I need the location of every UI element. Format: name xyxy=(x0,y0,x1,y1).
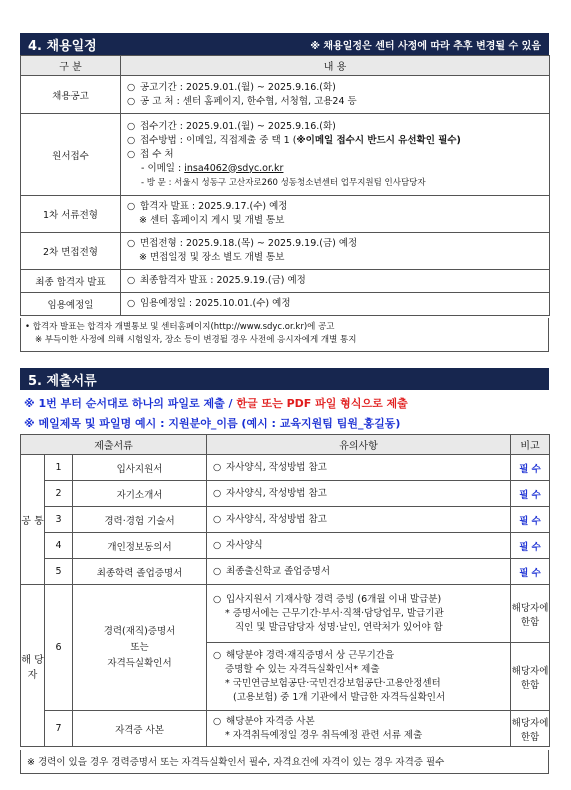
remark-text: 해당자에 한함 xyxy=(511,585,550,643)
row-label: 1차 서류전형 xyxy=(21,196,121,233)
row-label: 임용예정일 xyxy=(21,293,121,316)
document-note: (고용보험) 중 1개 기관에서 발급한 자격득실확인서 xyxy=(233,691,446,703)
remark-text: 해당자에 한함 xyxy=(511,643,550,711)
content-line: 합격자 발표 : 2025.9.17.(수) 예정 xyxy=(140,201,288,212)
content-line: 면접전형 : 2025.9.18.(목) ~ 2025.9.19.(금) 예정 xyxy=(140,238,358,249)
document-name-line: 자격득실확인서 xyxy=(107,657,172,669)
footnote-line: • 합격자 발표는 합격자 개별통보 및 센터홈페이지(http://www.sdyc.or.kr)에 공고 xyxy=(25,322,335,332)
submission-instruction-1 xyxy=(24,395,408,411)
circle-bullet-icon: ○ xyxy=(127,81,136,93)
document-row xyxy=(21,559,550,585)
row-number: 6 xyxy=(45,585,73,711)
document-note: 증명할 수 있는 자격득실확인서* 제출 xyxy=(225,663,380,675)
document-name: 자기소개서 xyxy=(73,481,207,507)
category-common xyxy=(21,455,45,585)
document-note: * 국민연금보험공단·국민건강보험공단·고용안정센터 xyxy=(225,677,441,689)
document-row xyxy=(21,507,550,533)
circle-bullet-icon: ○ xyxy=(127,238,136,249)
document-note: * 자격취득예정일 경우 취득예정 관련 서류 제출 xyxy=(225,729,423,741)
col-header-category: 구 분 xyxy=(21,56,121,76)
schedule-header-row xyxy=(21,56,550,76)
row-number: 5 xyxy=(45,559,73,585)
row-number: 1 xyxy=(45,455,73,481)
instruction-text: ※ 1번 부터 순서대로 하나의 파일로 제출 / xyxy=(24,397,237,410)
document-name: 입사지원서 xyxy=(73,455,207,481)
row-number: 3 xyxy=(45,507,73,533)
row-label: 2차 면접전형 xyxy=(21,233,121,270)
schedule-row-document-screening xyxy=(21,196,550,233)
document-note: 입사지원서 기재사항 경력 증빙 (6개월 이내 발급분) xyxy=(226,593,442,605)
content-line: 접수방법 : 이메일, 직접제출 중 택 1 ( xyxy=(140,134,297,146)
required-badge: 필 수 xyxy=(511,455,550,481)
section5-header xyxy=(20,368,549,390)
required-badge: 필 수 xyxy=(511,481,550,507)
category-label: 공 통 xyxy=(21,516,44,527)
schedule-row-application xyxy=(21,114,550,196)
col-header-remark: 비고 xyxy=(511,435,550,455)
email-link[interactable]: insa4062@sdyc.or.kr xyxy=(184,162,284,174)
row-label: 최종 합격자 발표 xyxy=(21,270,121,293)
document-row xyxy=(21,455,550,481)
content-line: 공고기간 : 2025.9.01.(월) ~ 2025.9.16.(화) xyxy=(140,81,336,93)
documents-final-note: ※ 경력이 있을 경우 경력증명서 또는 자격득실확인서 필수, 자격요건에 자격이 있는 경우 자격증 필수 xyxy=(20,750,549,774)
schedule-row-interview xyxy=(21,233,550,270)
circle-bullet-icon: ○ xyxy=(127,275,136,286)
content-line: - 방 문 : 서울시 성동구 고산자로260 성동청소년센터 업무지원팀 인사담당자 xyxy=(141,177,426,188)
content-line: 접수기간 : 2025.9.01.(월) ~ 2025.9.16.(화) xyxy=(140,120,336,132)
document-note: * 증명서에는 근무기간·부서·직책·담당업무, 발급기관 xyxy=(225,607,444,619)
section4-note: ※ 채용일정은 센터 사정에 따라 추후 변경될 수 있음 xyxy=(310,40,541,52)
document-name: 최종학력 졸업증명서 xyxy=(73,559,207,585)
circle-bullet-icon: ○ xyxy=(127,134,136,146)
format-instruction: 한글 또는 PDF 파일 형식으로 제출 xyxy=(236,397,408,410)
document-note: 자사양식, 작성방법 참고 xyxy=(226,513,327,525)
document-name xyxy=(73,585,207,711)
content-line: 임용예정일 : 2025.10.01.(수) 예정 xyxy=(140,298,291,309)
circle-bullet-icon: ○ xyxy=(213,461,222,473)
content-line: 접 수 처 xyxy=(140,148,174,160)
content-line: ※ 면접일정 및 장소 별도 개별 통보 xyxy=(139,252,285,263)
section4-title: 4. 채용일정 xyxy=(28,38,97,54)
document-row xyxy=(21,711,550,747)
document-note: 자사양식 xyxy=(226,539,263,551)
document-row xyxy=(21,585,550,643)
col-header-content: 내 용 xyxy=(121,56,550,76)
schedule-row-appointment xyxy=(21,293,550,316)
document-note: 자사양식, 작성방법 참고 xyxy=(226,461,327,473)
documents-table xyxy=(20,434,550,747)
circle-bullet-icon: ○ xyxy=(213,649,222,661)
row-number: 4 xyxy=(45,533,73,559)
row-number: 7 xyxy=(45,711,73,747)
circle-bullet-icon: ○ xyxy=(127,148,136,160)
category-applicable xyxy=(21,585,45,747)
schedule-table xyxy=(20,55,550,316)
document-row xyxy=(21,533,550,559)
required-badge: 필 수 xyxy=(511,559,550,585)
row-number: 2 xyxy=(45,481,73,507)
col-header-document: 제출서류 xyxy=(21,435,207,455)
document-note: 해당분야 경력·재직증명서 상 근무기간을 xyxy=(226,649,395,661)
submission-instruction-2: ※ 메일제목 및 파일명 예시 : 지원분야_이름 (예시 : 교육지원팀 팀원_홍길동) xyxy=(24,417,401,430)
documents-header-row xyxy=(21,435,550,455)
document-note: 자사양식, 작성방법 참고 xyxy=(226,487,327,499)
required-badge: 필 수 xyxy=(511,533,550,559)
document-name-line: 또는 xyxy=(130,641,149,653)
document-note: 최종출신학교 졸업증명서 xyxy=(226,565,330,577)
circle-bullet-icon: ○ xyxy=(213,539,222,551)
schedule-row-final-result xyxy=(21,270,550,293)
section4-header xyxy=(20,33,549,55)
section5-title: 5. 제출서류 xyxy=(28,373,97,389)
content-line: 최종합격자 발표 : 2025.9.19.(금) 예정 xyxy=(140,275,306,286)
circle-bullet-icon: ○ xyxy=(127,120,136,132)
footnote-line: ※ 부득이한 사정에 의해 시험일자, 장소 등이 변경될 경우 사전에 응시자에게 개별 통지 xyxy=(35,335,357,345)
circle-bullet-icon: ○ xyxy=(213,593,222,605)
document-note: 직인 및 발급담당자 성명·날인, 연락처가 있어야 함 xyxy=(235,621,443,633)
content-line: - 이메일 : xyxy=(141,162,185,174)
document-name: 자격증 사본 xyxy=(73,711,207,747)
document-name: 경력·경험 기술서 xyxy=(73,507,207,533)
schedule-footnote xyxy=(20,318,549,352)
circle-bullet-icon: ○ xyxy=(213,715,222,727)
content-line: ※ 센터 홈페이지 게시 및 개별 통보 xyxy=(139,215,285,226)
row-label: 채용공고 xyxy=(21,76,121,114)
circle-bullet-icon: ○ xyxy=(127,201,136,212)
circle-bullet-icon: ○ xyxy=(127,95,136,107)
document-name-line: 경력(재직)증명서 xyxy=(103,625,176,637)
circle-bullet-icon: ○ xyxy=(213,513,222,525)
document-row xyxy=(21,481,550,507)
col-header-notes: 유의사항 xyxy=(207,435,511,455)
document-note: 해당분야 자격증 사본 xyxy=(226,715,315,727)
row-label: 원서접수 xyxy=(21,114,121,196)
required-badge: 필 수 xyxy=(511,507,550,533)
schedule-row-announcement xyxy=(21,76,550,114)
circle-bullet-icon: ○ xyxy=(127,298,136,309)
document-name: 개인정보동의서 xyxy=(73,533,207,559)
circle-bullet-icon: ○ xyxy=(213,565,222,577)
content-line: 공 고 처 : 센터 홈페이지, 한수협, 서청협, 고용24 등 xyxy=(140,95,357,107)
email-confirm-note: ※이메일 접수시 반드시 유선확인 필수) xyxy=(296,134,461,146)
circle-bullet-icon: ○ xyxy=(213,487,222,499)
category-label: 해 당 자 xyxy=(21,654,44,681)
remark-text: 해당자에 한함 xyxy=(511,711,550,747)
